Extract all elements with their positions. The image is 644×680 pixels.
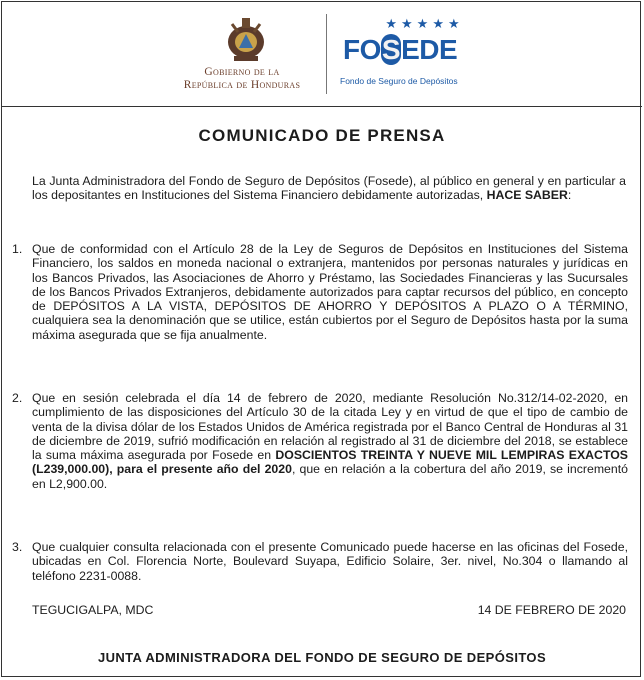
place: TEGUCIGALPA, MDC xyxy=(32,603,154,617)
item-text: Que de conformidad con el Artículo 28 de la Ley de Seguros de Depósitos en Instituciones del Sistema Financiero, los saldos en moneda nacional o extranjera, mantenidos por personas naturales y jurídicas en los Bancos Privados, las Asociaciones de Ahorro y Préstamo, las Sociedades Financieras y las Sucursales de los Bancos Privados Extranjeros, debidamente autorizados para captar recursos del público, en concepto de DEPÓSITOS A LA VISTA, DEPÓSITOS DE AHORRO Y DEPÓSITOS A PLAZO O A TÉRMINO, cualquiera sea la denominación que se utilice, están cubiertos por el Seguro de Depósitos hasta por la suma máxima asegurada que se fija anualmente. xyxy=(32,242,628,342)
intro-text: La Junta Administradora del Fondo de Seguro de Depósitos (Fosede), al público en general y en particular a los depositantes en Instituciones del Sistema Financiero debidamente autorizadas, xyxy=(32,174,626,203)
government-line-2: República de Honduras xyxy=(183,79,301,91)
date: 14 DE FEBRERO DE 2020 xyxy=(477,603,626,617)
item-number: 1. xyxy=(12,242,23,256)
logo-word-b: EDE xyxy=(401,34,458,65)
logo-wordmark xyxy=(343,34,457,66)
fosede-logo xyxy=(337,16,517,96)
intro-emphasis: HACE SABER xyxy=(486,188,568,203)
intro-paragraph xyxy=(32,174,626,203)
header-divider xyxy=(326,14,327,94)
page-title: COMUNICADO DE PRENSA xyxy=(198,126,446,145)
item-number: 2. xyxy=(12,391,23,405)
letterhead xyxy=(2,2,642,107)
item-2-text-a: Que en sesión celebrada el día 14 de febrero de 2020, mediante Resolución No.312/14-02-2020, en cumplimiento de las disposiciones del Artículo 30 de la citada Ley y en virtud de que el tipo de cambio de venta de la divisa dólar de los Estados Unidos de América registrada por el Banco Central de Honduras al 31 de diciembre de 2019, sufrió modificación en relación al registrado al 31 de diciembre del 2018, se establece la suma máxima asegurada por Fosede en xyxy=(32,391,628,463)
logo-word-a: FO xyxy=(343,34,381,65)
logo-stars-icon: ★★★★★ xyxy=(385,16,464,31)
intro-tail: : xyxy=(567,188,572,203)
coat-of-arms-icon xyxy=(220,12,272,64)
item-text: Que cualquier consulta relacionada con el presente Comunicado puede hacerse en las oficinas del Fosede, ubicadas en Col. Florencia Norte, Boulevard Suyapa, Edificio Solaire, 3er. nivel, No.304 o llamando al teléfono 2231-0088. xyxy=(32,540,628,583)
logo-tagline: Fondo de Seguro de Depósitos xyxy=(340,76,458,86)
item-2-emphasis: DOSCIENTOS TREINTA Y NUEVE MIL LEMPIRAS EXACTOS (L239,000.00), para el presente año del 2020 xyxy=(32,448,628,477)
item-number: 3. xyxy=(12,540,23,554)
signature-line: JUNTA ADMINISTRADORA DEL FONDO DE SEGURO DE DEPÓSITOS xyxy=(97,650,547,665)
government-line-1: Gobierno de la xyxy=(204,66,280,78)
item-text xyxy=(32,391,628,491)
government-name xyxy=(152,66,332,92)
item-2-text-b: , que en relación a la cobertura del año 2019, se incrementó en L2,900.00. xyxy=(32,462,628,491)
logo-word-s: S xyxy=(381,34,401,65)
document-frame xyxy=(1,1,641,677)
